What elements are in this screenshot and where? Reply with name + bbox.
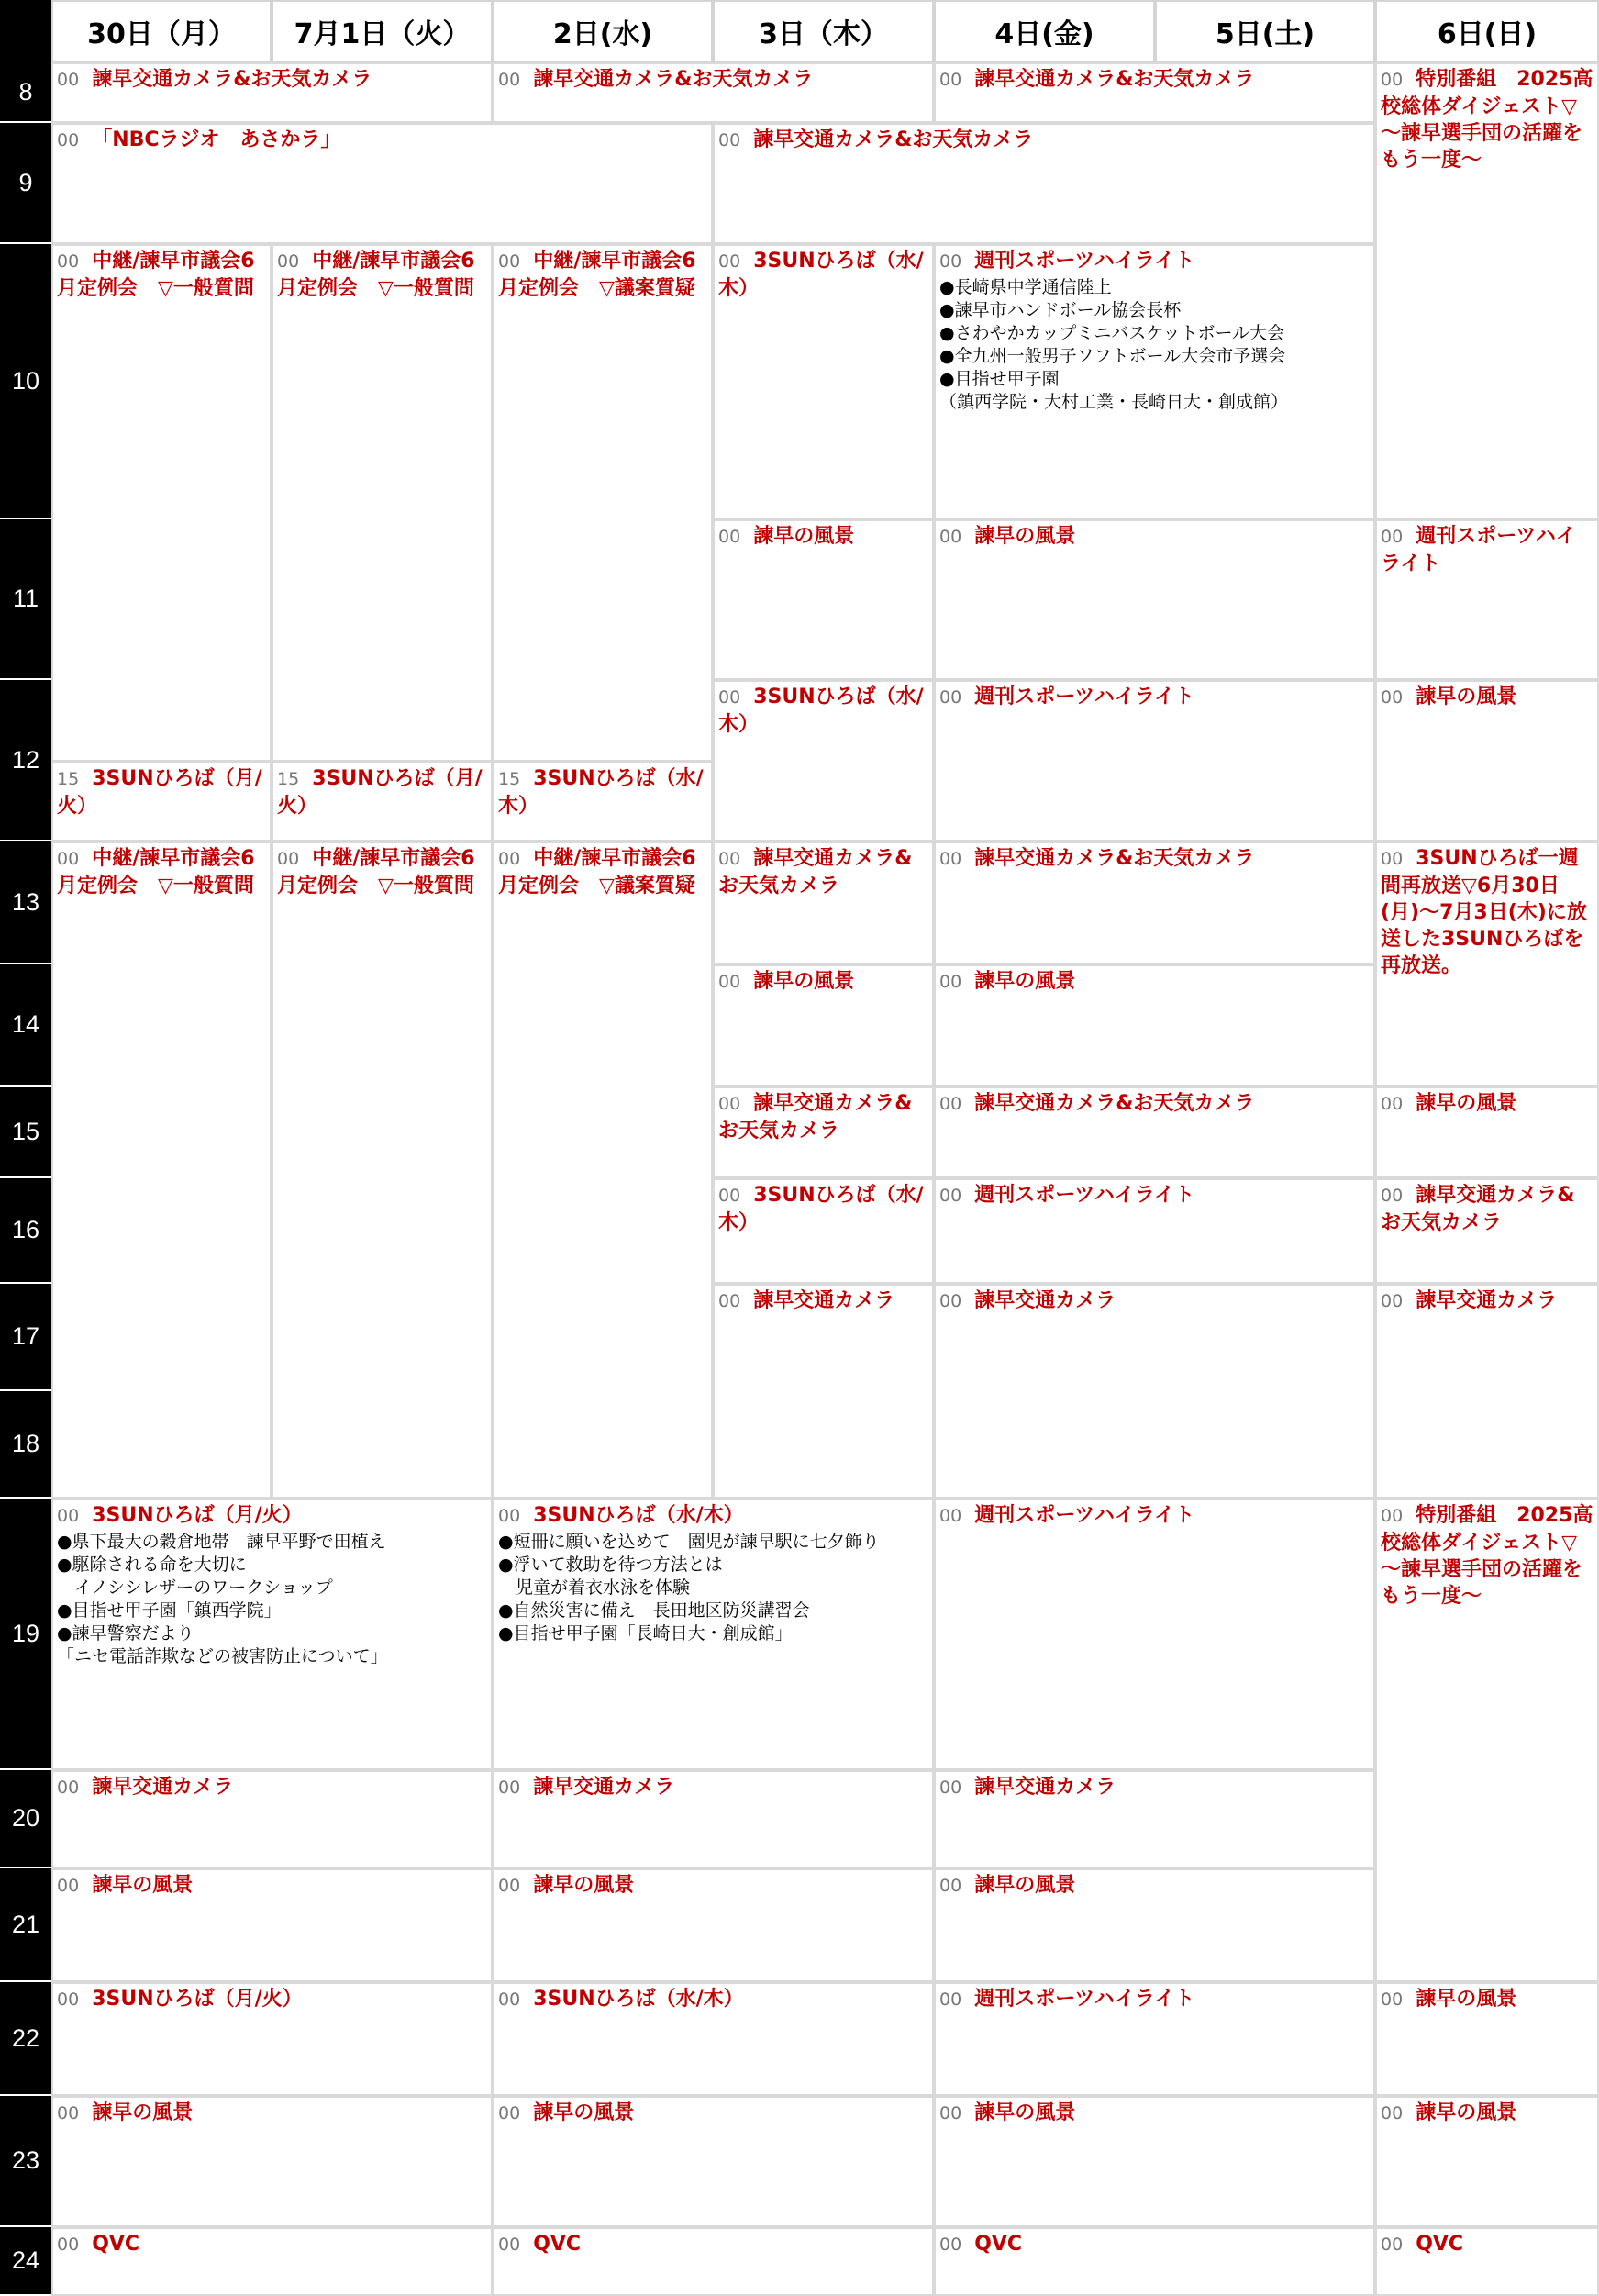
start-minute: 00 [498,849,521,869]
program-title: 3SUNひろば（月/火） [92,1504,303,1527]
program-title-line [718,127,1371,154]
program-title-line [57,765,267,819]
program-title: 週刊スポーツハイライト [974,250,1195,273]
program-title-line [498,248,708,302]
day-header: 30日（月） [51,0,272,62]
start-minute: 00 [1381,687,1404,708]
program-cell[interactable] [934,2227,1375,2296]
program-cell[interactable] [713,1087,934,1178]
start-minute: 00 [718,849,741,869]
program-cell[interactable] [713,1284,934,1499]
program-title: 諫早の風景 [974,970,1076,993]
start-minute: 00 [57,1506,80,1526]
program-cell[interactable] [493,244,713,762]
program-title-line [1381,2100,1594,2127]
program-title-line [939,1090,1371,1118]
program-title-line [939,1774,1371,1801]
program-detail-item: ●諫早市ハンドボール協会長杯 [939,300,1182,320]
program-title: 諫早の風景 [974,2101,1076,2124]
program-title-line [1381,1182,1594,1236]
program-title: 中継/諫早市議会6月定例会 ▽一般質問 [277,847,475,897]
program-detail-item: ●短冊に願いを込めて 園児が諫早駅に七夕飾り [498,1532,880,1552]
start-minute: 00 [1381,70,1404,90]
program-cell[interactable] [493,2096,934,2227]
program-detail-item: ●諫早警察だより [57,1623,194,1644]
hour-label: 23 [0,2096,51,2227]
program-title: 諫早交通カメラ&お天気カメラ [533,68,814,91]
program-title: 中継/諫早市議会6月定例会 ▽一般質問 [277,250,475,300]
program-title: 「NBCラジオ あさかラ」 [92,128,341,151]
start-minute: 00 [939,972,962,992]
program-title-line [498,2100,929,2127]
program-title-line [277,845,488,899]
start-minute: 00 [1381,849,1404,869]
program-cell[interactable] [51,62,493,123]
program-detail-item: ●目指せ甲子園「鎮西学院」 [57,1600,282,1621]
program-detail-item: ●駆除される命を大切に [57,1555,247,1575]
start-minute: 00 [1381,1989,1404,2010]
program-title: 3SUNひろば一週間再放送▽6月30日(月)～7月3日(木)に放送した3SUNひろばを再放送。 [1381,847,1587,977]
program-title-line [939,684,1371,711]
program-detail-item: ●全九州一般男子ソフトボール大会市予選会 [939,346,1286,366]
program-title: 3SUNひろば（水/木） [498,767,704,818]
program-cell[interactable] [51,2227,493,2296]
start-minute: 00 [57,1876,80,1896]
start-minute: 00 [939,2103,962,2123]
program-cell[interactable] [1375,1178,1599,1284]
program-cell[interactable] [713,519,934,680]
program-cell[interactable] [493,841,713,1499]
program-title-line [498,66,929,94]
program-cell[interactable] [934,841,1375,964]
program-title-line [57,1502,488,1530]
start-minute: 00 [939,1094,962,1114]
program-title-line [57,2231,488,2258]
start-minute: 00 [498,1989,521,2010]
program-title: 3SUNひろば（水/木） [718,1184,924,1234]
start-minute: 00 [939,1778,962,1798]
program-title: 特別番組 2025高校総体ダイジェスト▽～諫早選手団の活躍をもう一度～ [1381,68,1593,172]
program-title: 3SUNひろば（月/火） [57,767,262,818]
program-title-line [718,684,929,738]
start-minute: 00 [57,1989,80,2010]
hour-label: 21 [0,1868,51,1982]
program-cell[interactable] [1375,680,1599,841]
program-title-line [1381,1986,1594,2013]
program-title-line [1381,66,1594,173]
program-title-line [1381,1502,1594,1610]
program-cell[interactable] [51,1770,493,1868]
program-title-line [277,248,488,302]
day-header: 4日(金) [934,0,1155,62]
program-title-line [57,2100,488,2127]
program-title: 諫早の風景 [1416,685,1517,708]
program-cell[interactable] [713,1178,934,1284]
program-title: 諫早の風景 [753,525,855,548]
start-minute: 00 [939,849,962,869]
program-title-line [939,1502,1371,1530]
program-title: 週刊スポーツハイライト [1381,525,1576,575]
program-title: 諫早交通カメラ [974,1776,1116,1799]
hour-label: 14 [0,964,51,1087]
program-detail-item: ●浮いて救助を待つ方法とは [498,1555,723,1575]
program-cell[interactable] [934,1284,1375,1499]
day-header: 6日(日) [1375,0,1599,62]
program-detail-item: ●さわやかカップミニバスケットボール大会 [939,323,1285,343]
program-title: 諫早の風景 [92,1874,194,1897]
program-title: 諫早交通カメラ [92,1776,234,1799]
start-minute: 00 [718,130,741,150]
program-title-line [718,523,929,551]
program-details [498,1531,929,1645]
program-title-line [939,66,1371,94]
program-cell[interactable] [1375,841,1599,1087]
program-title-line [718,1182,929,1236]
program-title: 諫早交通カメラ&お天気カメラ [718,847,913,897]
start-minute: 00 [939,70,962,90]
start-minute: 00 [939,1291,962,1311]
start-minute: 00 [718,1291,741,1311]
program-details [57,1531,488,1668]
program-detail-item: イノシシレザーのワークショップ [57,1577,333,1598]
start-minute: 00 [57,849,80,869]
program-details [939,276,1371,414]
start-minute: 00 [277,849,300,869]
program-title: 諫早の風景 [1416,2101,1517,2124]
program-title: 中継/諫早市議会6月定例会 ▽一般質問 [57,847,255,897]
program-title: 諫早の風景 [753,970,855,993]
program-title-line [57,248,267,302]
program-title: 諫早交通カメラ&お天気カメラ [1381,1184,1575,1234]
hour-label: 11 [0,519,51,680]
program-detail-item: ●目指せ甲子園 [939,369,1060,389]
program-title: 諫早交通カメラ [753,1289,895,1312]
program-title: 週刊スポーツハイライト [974,685,1195,708]
program-cell[interactable] [713,244,934,519]
program-detail-item: （鎮西学院・大村工業・長崎日大・創成館） [939,392,1289,412]
hour-label: 13 [0,841,51,964]
hour-label: 12 [0,680,51,841]
start-minute: 00 [57,2103,80,2123]
program-title-line [57,66,488,94]
program-title: 中継/諫早市議会6月定例会 ▽一般質問 [57,250,255,300]
start-minute: 00 [57,1778,80,1798]
start-minute: 00 [718,1094,741,1114]
program-title-line [277,765,488,819]
hour-label: 16 [0,1178,51,1284]
day-header: 3日（木） [713,0,934,62]
start-minute: 00 [718,972,741,992]
program-cell[interactable] [934,2096,1375,2227]
start-minute: 00 [57,70,80,90]
program-title: 諫早の風景 [1416,1092,1517,1115]
program-title-line [498,1502,929,1530]
program-cell[interactable] [493,1770,934,1868]
start-minute: 00 [939,527,962,547]
program-title-line [939,845,1371,873]
program-title: 3SUNひろば（水/木） [718,250,924,300]
hour-label: 20 [0,1770,51,1868]
program-cell[interactable] [934,1499,1375,1770]
program-title-line [498,2231,929,2258]
program-cell[interactable] [934,1770,1375,1868]
start-minute: 00 [939,1506,962,1526]
program-title: 中継/諫早市議会6月定例会 ▽議案質疑 [498,250,696,300]
hour-label: 8 [0,62,51,123]
start-minute: 00 [498,70,521,90]
program-title-line [939,248,1371,275]
program-cell[interactable] [1375,519,1599,680]
program-title: 週刊スポーツハイライト [974,1504,1195,1527]
program-cell[interactable] [51,762,272,841]
program-cell[interactable] [51,1868,493,1982]
program-title-line [498,765,708,819]
start-minute: 00 [1381,1506,1404,1526]
program-title: 諫早交通カメラ&お天気カメラ [718,1092,913,1142]
program-cell[interactable] [934,1982,1375,2096]
program-title: 諫早交通カメラ&お天気カメラ [92,68,372,91]
program-cell[interactable] [493,2227,934,2296]
start-minute: 00 [498,1506,521,1526]
program-title-line [1381,523,1594,577]
program-cell[interactable] [1375,1284,1599,1499]
start-minute: 15 [57,769,80,789]
program-cell[interactable] [934,519,1375,680]
program-cell[interactable] [1375,1982,1599,2096]
program-title: 諫早交通カメラ&お天気カメラ [974,847,1255,870]
program-cell[interactable] [51,841,272,1499]
program-title-line [718,968,929,996]
start-minute: 00 [57,2235,80,2255]
start-minute: 00 [1381,1094,1404,1114]
start-minute: 00 [498,1778,521,1798]
hour-label: 24 [0,2227,51,2296]
program-title: 週刊スポーツハイライト [974,1184,1195,1207]
start-minute: 00 [498,2103,521,2123]
program-cell[interactable] [934,680,1375,841]
program-cell[interactable] [934,1087,1375,1178]
hour-label: 19 [0,1499,51,1770]
program-title: 中継/諫早市議会6月定例会 ▽議案質疑 [498,847,696,897]
start-minute: 00 [1381,2103,1404,2123]
program-detail-item: 「ニセ電話詐欺などの被害防止について」 [57,1646,388,1666]
program-cell[interactable] [493,62,934,123]
start-minute: 00 [939,251,962,272]
program-title: 3SUNひろば（月/火） [277,767,483,818]
program-cell[interactable] [272,762,493,841]
program-title: 特別番組 2025高校総体ダイジェスト▽～諫早選手団の活躍をもう一度～ [1381,1504,1593,1608]
program-title-line [57,1774,488,1801]
hour-label: 18 [0,1391,51,1499]
program-title-line [1381,684,1594,711]
start-minute: 15 [498,769,521,789]
program-title-line [498,1774,929,1801]
program-title: QVC [533,2233,582,2256]
start-minute: 00 [498,1876,521,1896]
program-title: 3SUNひろば（水/木） [718,685,924,736]
hour-label: 15 [0,1087,51,1178]
program-title: 諫早の風景 [533,2101,635,2124]
program-detail-item: ●長崎県中学通信陸上 [939,277,1112,297]
start-minute: 00 [1381,1291,1404,1311]
program-cell[interactable] [493,1868,934,1982]
program-cell[interactable] [272,841,493,1499]
program-cell[interactable] [934,1178,1375,1284]
program-title-line [939,523,1371,551]
program-title: 諫早交通カメラ&お天気カメラ [974,1092,1255,1115]
program-cell[interactable] [493,1499,934,1770]
program-cell[interactable] [272,244,493,762]
program-title-line [939,1986,1371,2013]
program-title-line [498,1986,929,2013]
program-title: 3SUNひろば（水/木） [533,1988,744,2011]
hour-label: 22 [0,1982,51,2096]
program-cell[interactable] [493,762,713,841]
program-title: 週刊スポーツハイライト [974,1988,1195,2011]
program-cell[interactable] [934,244,1375,519]
start-minute: 00 [718,251,741,272]
program-title-line [939,1287,1371,1315]
start-minute: 00 [1381,527,1404,547]
start-minute: 00 [939,1876,962,1896]
program-title-line [939,1872,1371,1900]
program-title-line [939,968,1371,996]
start-minute: 00 [718,1186,741,1206]
start-minute: 00 [1381,1186,1404,1206]
program-title-line [57,845,267,899]
program-cell[interactable] [493,1982,934,2096]
hour-label: 10 [0,244,51,519]
start-minute: 00 [57,251,80,272]
start-minute: 00 [718,527,741,547]
program-cell[interactable] [934,62,1375,123]
program-cell[interactable] [713,964,934,1087]
hour-label: 17 [0,1284,51,1391]
start-minute: 00 [1381,2235,1404,2255]
program-title: 諫早交通カメラ [1416,1289,1558,1312]
program-cell[interactable] [713,123,1375,244]
program-detail-item: 児童が着衣水泳を体験 [498,1577,691,1598]
program-cell[interactable] [1375,1499,1599,1982]
start-minute: 00 [718,687,741,708]
header-corner [0,0,51,62]
start-minute: 00 [277,251,300,272]
program-cell[interactable] [1375,1087,1599,1178]
program-cell[interactable] [51,2096,493,2227]
program-cell[interactable] [713,841,934,964]
program-cell[interactable] [51,244,272,762]
program-cell[interactable] [713,680,934,841]
program-cell[interactable] [51,1499,493,1770]
program-detail-item: ●目指せ甲子園「長崎日大・創成館」 [498,1623,793,1644]
program-title-line [57,1872,488,1900]
program-detail-item: ●自然災害に備え 長田地区防災講習会 [498,1600,810,1621]
day-header: 5日(土) [1155,0,1375,62]
program-cell[interactable] [1375,2227,1599,2296]
program-title-line [718,1287,929,1315]
program-title-line [718,845,929,899]
program-title: 3SUNひろば（月/火） [92,1988,303,2011]
program-title: 諫早の風景 [1416,1988,1517,2011]
start-minute: 00 [939,687,962,708]
program-title: QVC [1416,2233,1464,2256]
program-title: 諫早交通カメラ [974,1289,1116,1312]
program-title-line [1381,1287,1594,1315]
program-title: 諫早の風景 [92,2101,194,2124]
start-minute: 00 [57,130,80,150]
program-title-line [498,845,708,899]
day-header: 7月1日（火） [272,0,493,62]
program-cell[interactable] [51,1982,493,2096]
program-title-line [1381,2231,1594,2258]
program-detail-item: ●県下最大の穀倉地帯 諫早平野で田植え [57,1532,386,1552]
start-minute: 15 [277,769,300,789]
program-title: 諫早交通カメラ&お天気カメラ [753,128,1034,151]
day-header: 2日(水) [493,0,713,62]
start-minute: 00 [498,251,521,272]
program-cell[interactable] [51,123,713,244]
program-title: 3SUNひろば（水/木） [533,1504,744,1527]
program-title-line [718,248,929,302]
program-cell[interactable] [934,1868,1375,1982]
start-minute: 00 [939,1989,962,2010]
program-title: 諫早交通カメラ [533,1776,675,1799]
program-title-line [718,1090,929,1144]
program-title-line [1381,1090,1594,1118]
program-title-line [1381,845,1594,979]
program-title: 諫早の風景 [974,525,1076,548]
program-cell[interactable] [1375,2096,1599,2227]
program-title-line [498,1872,929,1900]
program-title: QVC [974,2233,1023,2256]
start-minute: 00 [939,1186,962,1206]
program-cell[interactable] [934,964,1375,1087]
program-title-line [939,1182,1371,1209]
program-title-line [57,127,708,154]
program-title-line [939,2100,1371,2127]
program-title: QVC [92,2233,140,2256]
program-title-line [57,1986,488,2013]
program-title-line [939,2231,1371,2258]
program-title: 諫早の風景 [533,1874,635,1897]
start-minute: 00 [939,2235,962,2255]
program-title: 諫早の風景 [974,1874,1076,1897]
program-cell[interactable] [1375,62,1599,519]
start-minute: 00 [498,2235,521,2255]
program-title: 諫早交通カメラ&お天気カメラ [974,68,1255,91]
hour-label: 9 [0,123,51,244]
